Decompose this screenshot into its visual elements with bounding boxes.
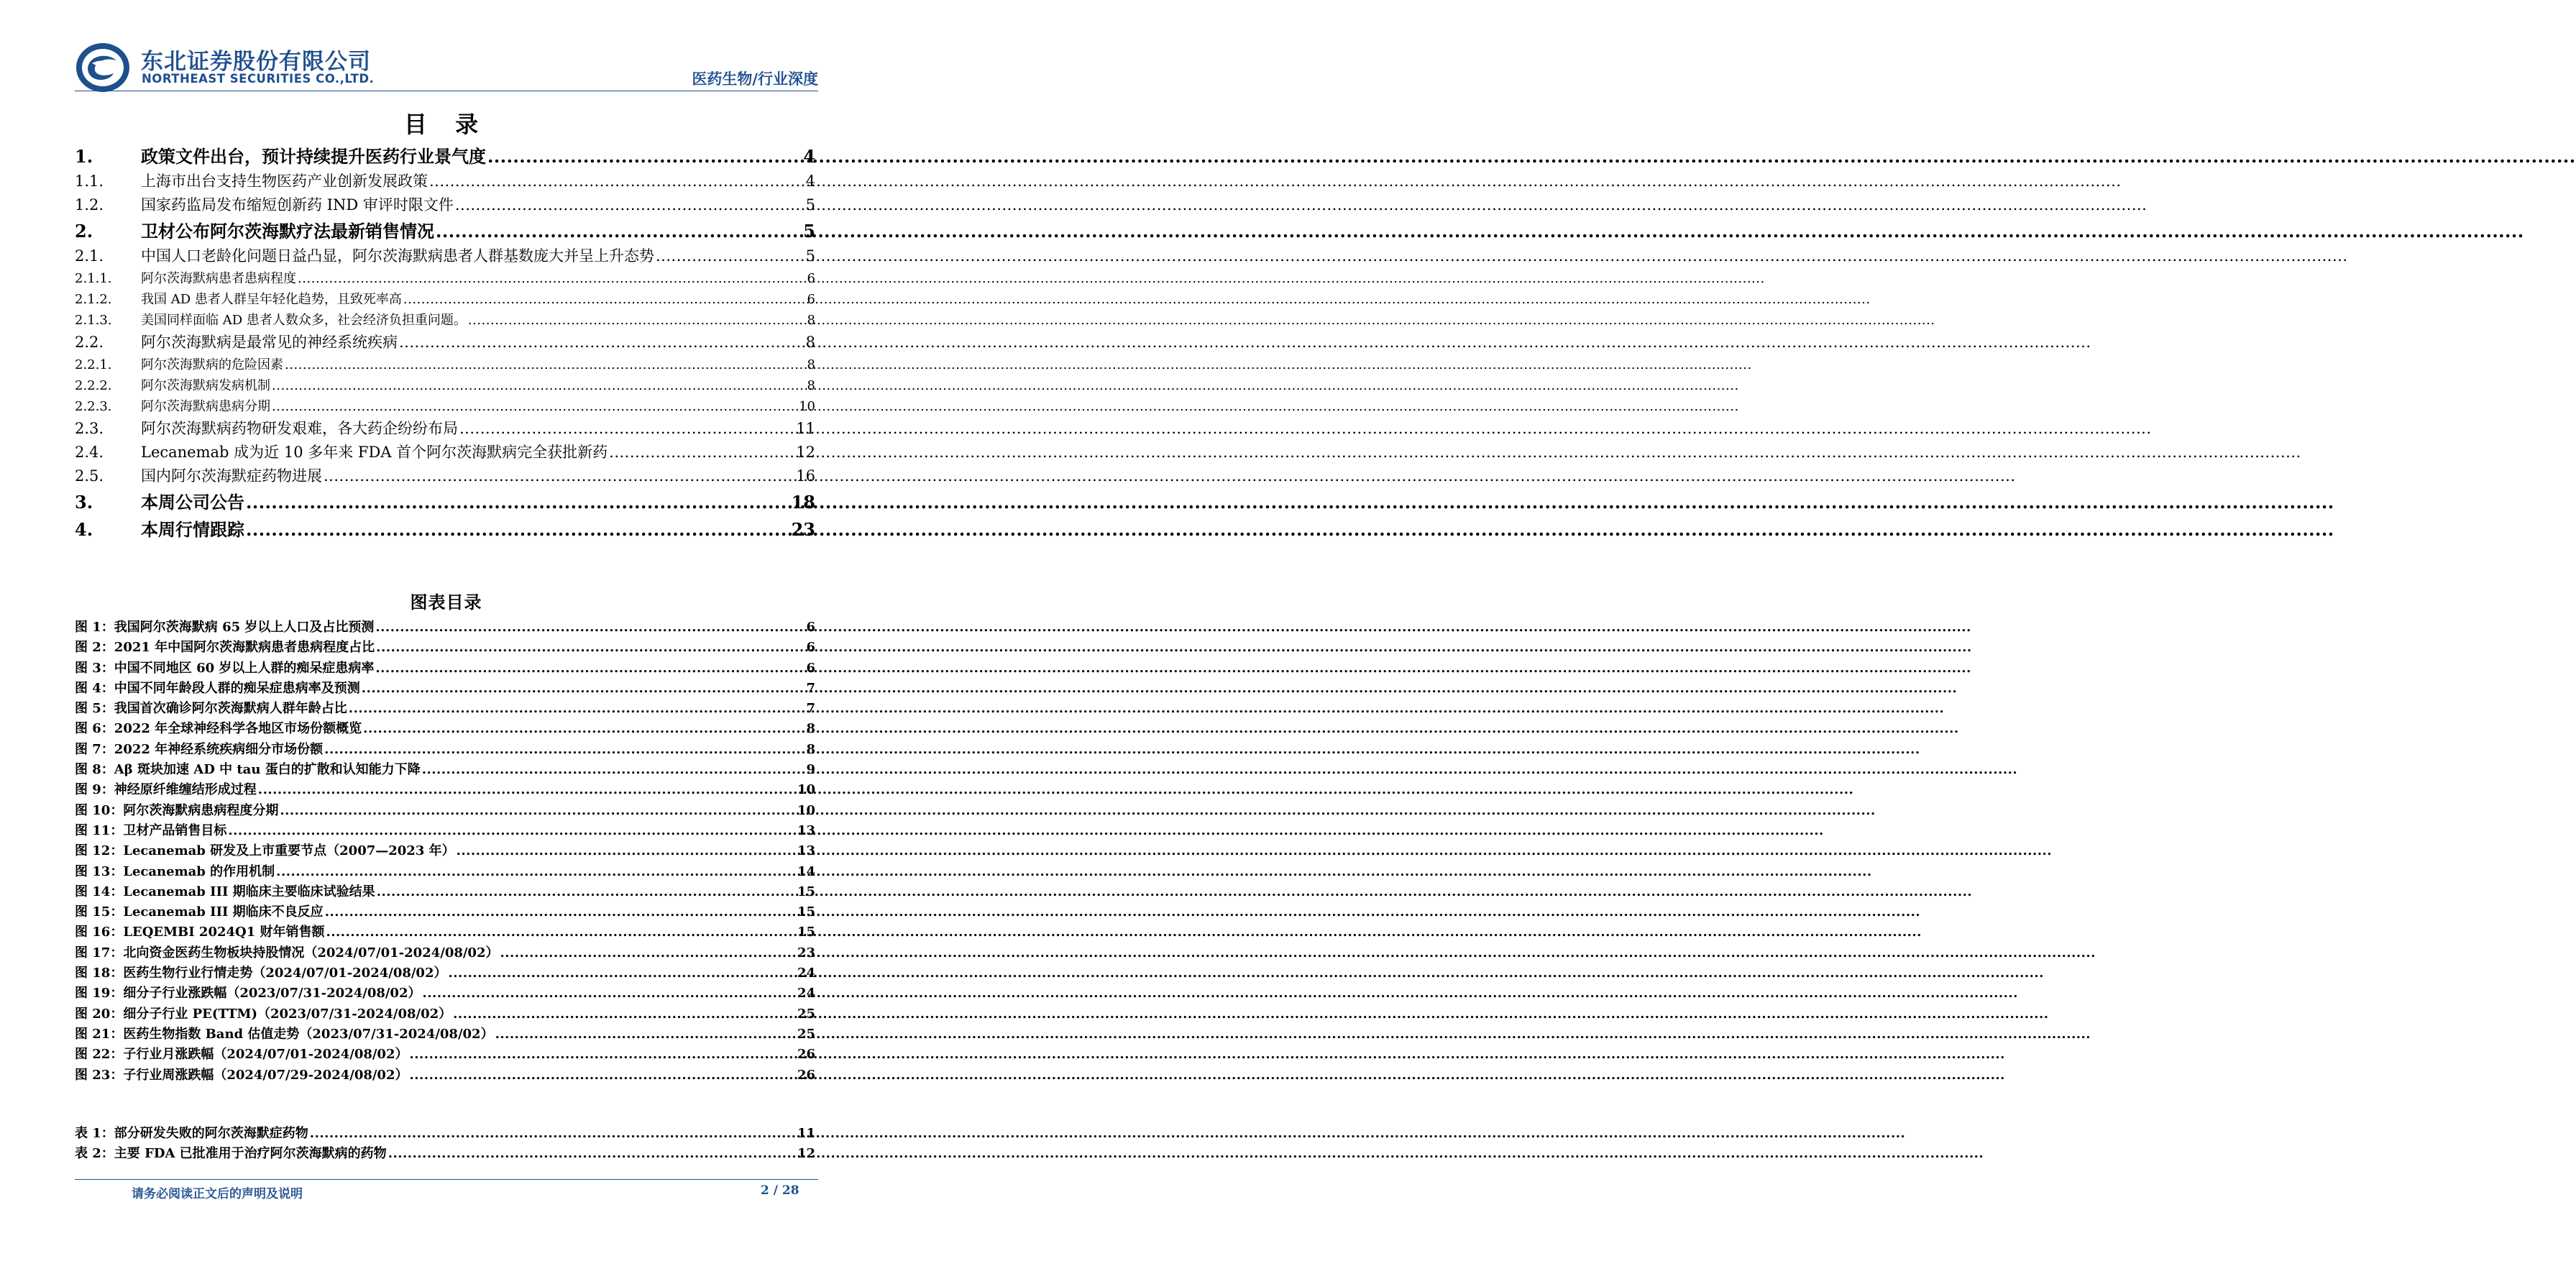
entry-title: 中国不同地区 60 岁以上人群的痴呆症患病率	[114, 660, 375, 676]
entry-title: 我国首次确诊阿尔茨海默病人群年龄占比	[114, 701, 347, 717]
entry-title: 中国不同年龄段人群的痴呆症患病率及预测	[114, 680, 360, 696]
dot-leader	[399, 334, 805, 351]
entry-title: 本周公司公告	[141, 492, 244, 513]
dot-leader	[280, 803, 796, 818]
dot-leader	[375, 620, 805, 635]
toc-title: 目 录	[403, 111, 489, 138]
entry-number: 图 22：	[75, 1047, 124, 1063]
entry-page: 12	[797, 1146, 815, 1161]
northeast-securities-logo-icon	[75, 42, 131, 93]
entry-page: 11	[797, 1126, 815, 1141]
entry-title: 我国 AD 患者人群呈年轻化趋势，且致死率高	[141, 292, 402, 307]
dot-leader	[403, 292, 806, 307]
dot-leader	[285, 357, 806, 372]
entry-title: 阿尔茨海默病患病分期	[141, 399, 270, 414]
figure-entry[interactable]	[75, 739, 815, 759]
entry-number: 1.2.	[75, 196, 104, 214]
entry-title: 细分子行业 PE(TTM)（2023/07/31-2024/08/02）	[123, 1006, 452, 1022]
entry-title: 部分研发失败的阿尔茨海默症药物	[114, 1126, 308, 1141]
figure-entry[interactable]	[75, 881, 815, 902]
dot-leader	[272, 399, 797, 414]
entry-page: 26	[797, 1047, 815, 1063]
dot-leader	[324, 467, 794, 485]
figure-entry[interactable]	[75, 658, 815, 678]
entry-page: 8	[807, 313, 815, 328]
dot-leader	[363, 721, 805, 736]
entry-page: 11	[796, 420, 815, 437]
toc-entry[interactable]	[75, 193, 815, 217]
entry-title: 国家药监局发布缩短创新药 IND 审评时限文件	[141, 196, 454, 214]
figure-entry[interactable]	[75, 800, 815, 820]
entry-page: 8	[806, 741, 815, 757]
entry-number: 2.2.3.	[75, 399, 112, 414]
dot-leader	[375, 661, 805, 676]
entry-page: 15	[797, 925, 815, 940]
entry-page: 16	[796, 467, 815, 485]
entry-page: 24	[797, 986, 815, 1001]
entry-title: Lecanemab III 期临床主要临床试验结果	[123, 884, 375, 899]
dot-leader	[258, 782, 796, 797]
figure-entry[interactable]	[75, 678, 815, 698]
entry-page: 5	[805, 196, 815, 214]
entry-number: 2.4.	[75, 444, 104, 461]
entry-number: 图 20：	[75, 1006, 124, 1022]
entry-page: 24	[797, 966, 815, 981]
dot-leader	[272, 378, 806, 393]
entry-page: 10	[799, 399, 815, 414]
entry-number: 2.1.1.	[75, 271, 112, 286]
page-number: 2 / 28	[761, 1183, 799, 1198]
entry-page: 15	[797, 884, 815, 899]
entry-page: 4	[805, 173, 815, 190]
entry-number: 1.	[75, 146, 93, 167]
entry-page: 6	[807, 271, 815, 286]
dot-leader	[436, 221, 802, 242]
entry-title: 美国同样面临 AD 患者人数众多，社会经济负担重问题。	[141, 313, 467, 328]
entry-title: 本周行情跟踪	[141, 519, 244, 540]
entry-number: 4.	[75, 519, 93, 540]
dot-leader	[457, 843, 796, 858]
entry-number: 2.	[75, 221, 93, 242]
entry-number: 图 21：	[75, 1026, 124, 1042]
dot-leader	[410, 1068, 796, 1083]
dot-leader	[325, 904, 796, 920]
footer-divider	[75, 1179, 818, 1180]
entry-page: 7	[806, 680, 815, 696]
entry-page: 14	[797, 863, 815, 879]
figure-entry[interactable]	[75, 759, 815, 779]
entry-title: Lecanemab III 期临床不良反应	[123, 904, 324, 920]
entry-title: 子行业月涨跌幅（2024/07/01-2024/08/02）	[123, 1047, 408, 1063]
entry-title: Lecanemab 研发及上市重要节点（2007—2023 年）	[123, 843, 455, 859]
entry-page: 6	[806, 640, 815, 656]
entry-number: 图 15：	[75, 904, 124, 920]
entry-page: 6	[807, 292, 815, 307]
dot-leader	[422, 762, 805, 777]
dot-leader	[453, 1006, 796, 1022]
entry-number: 2.1.	[75, 247, 104, 265]
entry-title: 医药生物指数 Band 估值走势（2023/07/31-2024/08/02）	[123, 1026, 494, 1042]
entry-number: 图 7：	[75, 741, 114, 757]
entry-number: 3.	[75, 492, 93, 513]
entry-number: 2.3.	[75, 420, 104, 437]
toc-entry[interactable]	[75, 354, 815, 375]
dot-leader	[429, 173, 805, 190]
figure-entry[interactable]	[75, 1044, 815, 1064]
entry-number: 图 19：	[75, 986, 124, 1001]
entry-page: 12	[796, 444, 815, 461]
figures-list	[75, 617, 815, 1085]
entry-page: 8	[805, 334, 815, 351]
toc-entry[interactable]	[75, 515, 815, 543]
entry-page: 8	[807, 357, 815, 372]
company-name-en: NORTHEAST SECURITIES CO.,LTD.	[142, 72, 375, 86]
dot-leader	[388, 1146, 796, 1161]
entry-title: 政策文件出台，预计持续提升医药行业景气度	[141, 146, 486, 167]
entry-page: 13	[797, 843, 815, 859]
entry-page: 18	[791, 492, 815, 513]
entry-page: 7	[806, 701, 815, 717]
entry-page: 8	[807, 378, 815, 393]
entry-number: 图 16：	[75, 925, 124, 940]
entry-page: 4	[803, 146, 815, 167]
entry-page: 8	[806, 721, 815, 737]
figure-entry[interactable]	[75, 1004, 815, 1024]
entry-page: 9	[806, 762, 815, 778]
figure-entry[interactable]	[75, 820, 815, 840]
entry-page: 6	[806, 660, 815, 676]
dot-leader	[459, 420, 794, 437]
dot-leader	[423, 986, 796, 1001]
entry-page: 10	[797, 802, 815, 818]
tables-list	[75, 1123, 815, 1163]
dot-leader	[228, 823, 796, 838]
figure-entry[interactable]	[75, 861, 815, 881]
entry-title: 神经原纤维缠结形成过程	[114, 782, 257, 798]
entry-title: 阿尔茨海默病患病程度分期	[123, 802, 279, 818]
entry-number: 图 6：	[75, 721, 114, 737]
entry-number: 图 11：	[75, 822, 124, 838]
entry-title: 国内阿尔茨海默症药物进展	[141, 467, 322, 485]
footer-disclaimer: 请务必阅读正文后的声明及说明	[132, 1187, 303, 1201]
entry-title: 主要 FDA 已批准用于治疗阿尔茨海默病的药物	[114, 1146, 387, 1161]
entry-number: 图 9：	[75, 782, 114, 798]
dot-leader	[487, 146, 802, 167]
dot-leader	[449, 966, 796, 981]
toc-entry[interactable]	[75, 310, 815, 331]
entry-title: Lecanemab 成为近 10 多年来 FDA 首个阿尔茨海默病完全获批新药	[141, 444, 608, 461]
dot-leader	[298, 271, 806, 286]
figure-entry[interactable]	[75, 983, 815, 1003]
entry-title: 北向资金医药生物板块持股情况（2024/07/01-2024/08/02）	[123, 945, 499, 960]
figure-entry[interactable]	[75, 637, 815, 657]
entry-number: 图 17：	[75, 945, 124, 960]
dot-leader	[656, 247, 805, 265]
toc-entry[interactable]	[75, 375, 815, 396]
entry-title: 上海市出台支持生物医药产业创新发展政策	[141, 173, 428, 190]
entry-title: 阿尔茨海默病药物研发艰难，各大药企纷纷布局	[141, 420, 458, 437]
toc-entry[interactable]	[75, 244, 815, 268]
dot-leader	[349, 701, 805, 716]
toc-entry[interactable]	[75, 396, 815, 417]
entry-number: 2.2.1.	[75, 357, 112, 372]
entry-title: 阿尔茨海默病患者患病程度	[141, 271, 296, 286]
entry-number: 图 13：	[75, 863, 124, 879]
entry-page: 25	[797, 1026, 815, 1042]
entry-title: 2021 年中国阿尔茨海默病患者患病程度占比	[114, 640, 375, 656]
dot-leader	[310, 1126, 796, 1141]
figure-entry[interactable]	[75, 963, 815, 983]
toc-entry[interactable]	[75, 331, 815, 354]
entry-number: 图 1：	[75, 620, 114, 635]
dot-leader	[362, 681, 805, 696]
entry-title: 我国阿尔茨海默病 65 岁以上人口及占比预测	[114, 620, 375, 635]
entry-number: 图 23：	[75, 1067, 124, 1083]
toc-entry[interactable]	[75, 217, 815, 244]
figure-entry[interactable]	[75, 840, 815, 861]
entry-page: 5	[805, 247, 815, 265]
entry-page: 15	[797, 904, 815, 920]
entry-page: 5	[803, 221, 815, 242]
page-header	[75, 42, 818, 92]
toc-entry[interactable]	[75, 170, 815, 193]
table-of-contents	[75, 142, 815, 543]
entry-page: 13	[797, 822, 815, 838]
entry-number: 图 3：	[75, 660, 114, 676]
entry-number: 表 2：	[75, 1146, 114, 1161]
entry-number: 图 14：	[75, 884, 124, 899]
entry-page: 23	[791, 519, 815, 540]
dot-leader	[377, 884, 796, 899]
entry-page: 26	[797, 1067, 815, 1083]
dot-leader	[609, 444, 794, 461]
toc-entry[interactable]	[75, 268, 815, 289]
entry-title: 卫材公布阿尔茨海默疗法最新销售情况	[141, 221, 434, 242]
entry-title: 阿尔茨海默病是最常见的神经系统疾病	[141, 334, 398, 351]
entry-page: 10	[797, 782, 815, 798]
entry-title: Lecanemab 的作用机制	[123, 863, 275, 879]
dot-leader	[410, 1047, 796, 1062]
entry-title: 阿尔茨海默病的危险因素	[141, 357, 283, 372]
entry-title: LEQEMBI 2024Q1 财年销售额	[123, 925, 325, 940]
figure-entry[interactable]	[75, 922, 815, 942]
figure-entry[interactable]	[75, 1065, 815, 1085]
figures-list-title: 图表目录	[410, 592, 482, 613]
dot-leader	[276, 864, 796, 879]
entry-number: 2.2.2.	[75, 378, 112, 393]
dot-leader	[246, 492, 790, 513]
entry-page: 6	[806, 620, 815, 635]
entry-number: 图 12：	[75, 843, 124, 859]
toc-entry[interactable]	[75, 289, 815, 310]
dot-leader	[455, 196, 805, 214]
entry-number: 图 5：	[75, 701, 114, 717]
figure-entry[interactable]	[75, 1024, 815, 1044]
toc-entry[interactable]	[75, 464, 815, 488]
figure-entry[interactable]	[75, 902, 815, 922]
entry-number: 图 10：	[75, 802, 124, 818]
toc-entry[interactable]	[75, 441, 815, 464]
toc-entry[interactable]	[75, 488, 815, 515]
company-name-cn: 东北证券股份有限公司	[141, 49, 371, 75]
figure-entry[interactable]	[75, 718, 815, 738]
entry-number: 图 18：	[75, 966, 124, 981]
entry-number: 图 2：	[75, 640, 114, 656]
table-entry[interactable]	[75, 1143, 815, 1163]
dot-leader	[324, 742, 805, 757]
report-category: 医药生物/行业深度	[692, 70, 818, 88]
entry-title: 2022 年神经系统疾病细分市场份额	[114, 741, 324, 757]
dot-leader	[468, 313, 806, 328]
entry-title: 子行业周涨跌幅（2024/07/29-2024/08/02）	[123, 1067, 408, 1083]
figure-entry[interactable]	[75, 617, 815, 637]
entry-page: 25	[797, 1006, 815, 1022]
toc-entry[interactable]	[75, 417, 815, 441]
entry-page: 23	[797, 945, 815, 960]
dot-leader	[500, 945, 796, 960]
figure-entry[interactable]	[75, 779, 815, 799]
entry-number: 2.1.2.	[75, 292, 112, 307]
entry-title: 细分子行业涨跌幅（2023/07/31-2024/08/02）	[123, 986, 421, 1001]
table-entry[interactable]	[75, 1123, 815, 1143]
entry-number: 2.5.	[75, 467, 104, 485]
dot-leader	[495, 1027, 796, 1042]
entry-number: 1.1.	[75, 173, 104, 190]
toc-entry[interactable]	[75, 142, 815, 170]
dot-leader	[326, 925, 796, 940]
dot-leader	[246, 519, 790, 540]
dot-leader	[376, 640, 805, 655]
entry-number: 2.2.	[75, 334, 104, 351]
entry-title: 2022 年全球神经科学各地区市场份额概览	[114, 721, 362, 737]
entry-title: 卫材产品销售目标	[123, 822, 227, 838]
entry-number: 图 4：	[75, 680, 114, 696]
figure-entry[interactable]	[75, 698, 815, 718]
entry-title: 阿尔茨海默病发病机制	[141, 378, 270, 393]
entry-title: Aβ 斑块加速 AD 中 tau 蛋白的扩散和认知能力下降	[114, 762, 421, 778]
entry-number: 图 8：	[75, 762, 114, 778]
entry-title: 医药生物行业行情走势（2024/07/01-2024/08/02）	[123, 966, 447, 981]
figure-entry[interactable]	[75, 943, 815, 963]
entry-number: 2.1.3.	[75, 313, 112, 328]
entry-title: 中国人口老龄化问题日益凸显，阿尔茨海默病患者人群基数庞大并呈上升态势	[141, 247, 654, 265]
entry-number: 表 1：	[75, 1126, 114, 1141]
